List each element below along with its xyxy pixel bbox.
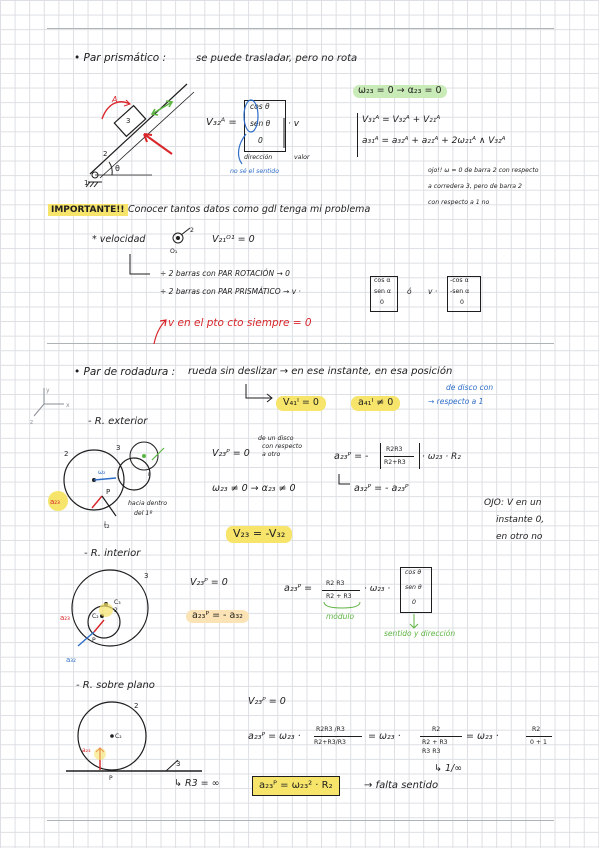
rule-rotation: ÷ 2 barras con PAR ROTACIÓN → 0 — [160, 269, 290, 278]
ext-a23-lhs: a₂₃ᴾ = - — [334, 451, 369, 462]
tangent-arrow — [102, 496, 116, 516]
heading-r-sobre-plano: - R. sobre plano — [76, 680, 155, 691]
rule-vec2-sen: -sen α — [450, 288, 470, 295]
int-frac-den: R2 + R3 — [326, 593, 352, 600]
sense-unknown-note: no sé el sentido — [230, 168, 279, 175]
prismatic-joint-figure — [82, 74, 212, 189]
ojo-note-3: con respecto a 1 no — [428, 199, 490, 206]
v23-minus-v32: V₂₃ = -V₃₂ — [226, 526, 292, 543]
v32-cos: cos θ — [250, 102, 270, 111]
plane-f2-line — [420, 736, 462, 737]
label-r: r — [148, 471, 151, 478]
hook-arrow — [126, 252, 156, 282]
omega-alpha-condition: ω₂₃ = 0 → α₂₃ = 0 — [353, 85, 447, 98]
hook-arrow-3 — [336, 472, 356, 492]
label-int-a32: a₃₂ — [66, 656, 76, 664]
int-vec-sen: sen θ — [405, 584, 422, 591]
plane-rolling-figure — [62, 698, 202, 788]
heading-par-rodadura: • Par de rodadura : — [74, 366, 176, 378]
center-highlight — [99, 603, 113, 617]
ojo-note-2: a corredera 3, pero de barra 2 — [428, 183, 522, 190]
ext-a23-rhs: · ω₂₃ · R₂ — [422, 452, 461, 462]
external-rolling-figure — [44, 436, 204, 536]
label-3: 3 — [126, 117, 131, 125]
plane-f1-num: R2R3 /R3 — [316, 726, 345, 733]
label-int-3: 3 — [144, 572, 149, 580]
v41-zero: V₄₁ᴵ = 0 — [276, 396, 326, 411]
o1-label: O₁ — [170, 248, 178, 255]
rule-vec1-sen: sen α — [374, 288, 391, 295]
ext-v23-note-1: de un disco — [258, 435, 294, 442]
ext-v23: V₂₃ᴾ = 0 — [212, 448, 250, 459]
axes-icon — [28, 386, 78, 426]
label-plane-c2: C₂ — [115, 733, 122, 740]
ext-frac-den: R2+R3 — [384, 459, 406, 466]
label-t2: t̂₂ — [104, 522, 110, 530]
int-a23: a₂₃ᴾ = - a₃₂ — [186, 610, 249, 623]
plane-eq2: = ω₂₃ · — [368, 731, 401, 742]
label-plane-3: 3 — [176, 760, 181, 768]
ext-frac-num: R2R3 — [386, 446, 403, 453]
label-1: 1 — [84, 179, 89, 187]
int-vec-cos: cos θ — [405, 569, 422, 576]
plane-center — [110, 734, 114, 738]
label-c2: C₂ — [92, 613, 99, 620]
ext-w23: ω₂₃ ≠ 0 → α₂₃ ≠ 0 — [212, 483, 296, 494]
label-c3: C₃ — [114, 599, 121, 606]
or-label: ó — [407, 287, 412, 296]
label-2: 2 — [103, 150, 108, 158]
value-note: valor — [294, 154, 310, 161]
int-mult: · ω₂₃ · — [364, 584, 391, 594]
section-divider — [47, 343, 554, 344]
disc-note: de disco con — [446, 383, 494, 392]
plane-inf-note: ↳ 1/∞ — [434, 763, 463, 774]
plane-highlight — [94, 748, 106, 760]
guide-bar — [90, 84, 187, 174]
plane-f2-den1: R2 + R3 — [422, 739, 448, 746]
axis-label-x: x — [66, 402, 70, 409]
plane-f2-den2: R3 R3 — [422, 748, 441, 755]
ojo-v-3: en otro no — [496, 532, 543, 542]
bottom-rule — [47, 820, 554, 821]
int-frac-line — [322, 590, 360, 591]
heading-r-interior: - R. interior — [84, 548, 141, 559]
important-text: Conocer tantos datos como gdl tenga mi problema — [128, 204, 371, 215]
ext-a32: a₃₂ᴾ = - a₂₃ᴾ — [354, 483, 409, 494]
label-plane-2: 2 — [134, 702, 139, 710]
towards-note-2: del 1º — [134, 510, 153, 517]
plane-f3-den: 0 + 1 — [530, 739, 547, 746]
important-tag: IMPORTANTE!! — [48, 204, 128, 216]
v32-mult: · v — [288, 119, 300, 129]
heading-r-exterior: - R. exterior — [88, 416, 148, 427]
sign-ellipse — [244, 100, 258, 132]
plane-eq-lhs: a₂₃ᴾ = ω₂₃ · — [248, 731, 301, 742]
ojo-v-2: instante 0, — [496, 515, 545, 525]
axis-label-y: y — [46, 387, 50, 394]
green-velocity-arrow — [152, 102, 172, 114]
int-v23: V₂₃ᴾ = 0 — [190, 577, 228, 588]
final-a23-box: a₂₃ᴾ = ω₂₃² · R₂ — [252, 776, 340, 796]
rule-vec1-zero: 0 — [380, 299, 384, 306]
heading-par-prismatico: • Par prismático : — [74, 52, 167, 64]
axis-z — [34, 404, 44, 416]
ext-v23-note-3: a otro — [262, 451, 281, 458]
label-a23: a₂₃ — [50, 498, 60, 506]
axis-label-z: z — [30, 419, 34, 426]
sign-circles — [228, 98, 288, 178]
label-A: A — [112, 95, 118, 104]
label-int-P: P — [92, 637, 96, 644]
r3-infinity: ↳ R3 = ∞ — [174, 778, 220, 789]
contact-point-note: v en el pto cto siempre = 0 — [168, 317, 312, 329]
pin-inner — [176, 236, 180, 240]
hook-line — [130, 254, 150, 274]
falta-sentido: → falta sentido — [364, 780, 439, 791]
label-P: P — [106, 488, 111, 496]
plane-eq3: = ω₂₃ · — [466, 731, 499, 742]
label-plane-P: P — [109, 775, 113, 782]
system-bar — [357, 113, 358, 157]
int-a23-lhs: a₂₃ᴾ = — [284, 583, 313, 594]
velocity-composition: V₃₁ᴬ = V₃₂ᴬ + V₂₁ᴬ — [362, 115, 441, 125]
plane-f2-num: R2 — [432, 726, 441, 733]
top-rule — [47, 28, 554, 29]
ext-v23-note-2: con respecto — [262, 443, 302, 450]
towards-note-1: hacia dentro — [128, 500, 168, 507]
green-center — [142, 454, 146, 458]
link-label-2: 2 — [190, 227, 194, 234]
acceleration-composition: a₃₁ᴬ = a₃₂ᴬ + a₂₁ᴬ + 2ω₂₁ᴬ ∧ V₃₂ᴬ — [362, 136, 506, 146]
prismatic-description: se puede trasladar, pero no rota — [196, 53, 358, 64]
label-plane-a23: a₂₃ — [82, 747, 91, 754]
v32-sen: sen θ — [250, 119, 271, 128]
respect-note: → respecto a 1 — [428, 397, 484, 406]
plane-f1-line — [314, 736, 362, 737]
red-accel-int — [94, 620, 104, 632]
label-int-a23: a₂₃ — [60, 614, 70, 622]
red-note-arrow — [150, 318, 170, 348]
v21-eq: V₂₁ᴼ¹ = 0 — [212, 234, 255, 245]
velocity-label: * velocidad — [92, 234, 146, 245]
v32-zero: 0 — [258, 136, 263, 145]
modulo-note: módulo — [326, 612, 355, 621]
blue-radius — [94, 478, 116, 480]
rule-vec2-cos: -cos α — [450, 277, 469, 284]
red-accel — [92, 496, 102, 508]
sentido-note: sentido y dirección — [384, 629, 456, 638]
ojo-v-1: OJO: V en un — [484, 498, 542, 508]
direction-note: dirección — [244, 154, 273, 161]
rolling-description: rueda sin deslizar → en ese instante, en esa posición — [188, 366, 453, 377]
rule-v-mult: v · — [428, 287, 438, 296]
label-theta: θ — [115, 164, 120, 173]
plane-f1-den: R2+R3/R3 — [314, 739, 346, 746]
red-force-arrow — [144, 134, 172, 154]
label-disc-3: 3 — [116, 444, 121, 452]
internal-rolling-figure — [58, 566, 168, 666]
plane-f3-line — [526, 736, 552, 737]
pin-link — [181, 228, 190, 235]
v32-lhs: V₃₂ᴬ = — [206, 117, 237, 128]
plane-f3-num: R2 — [532, 726, 541, 733]
int-frac-num: R2 R3 — [326, 580, 345, 587]
int-vec-zero: 0 — [412, 599, 416, 606]
rule-vec2-zero: 0 — [460, 299, 464, 306]
ojo-note-1: ojo!! ω = 0 de barra 2 con respecto — [428, 167, 539, 174]
plane-v23: V₂₃ᴾ = 0 — [248, 696, 286, 707]
label-int-2: 2 — [114, 607, 118, 614]
a41-nonzero: a₄₁ᴵ ≠ 0 — [351, 396, 400, 411]
rule-vec1-cos: cos α — [374, 277, 391, 284]
label-disc-2: 2 — [64, 450, 69, 458]
label-omega2: ω₂ — [98, 469, 106, 476]
rule-prismatic: ÷ 2 barras con PAR PRISMÁTICO → v · — [160, 287, 301, 296]
ext-frac-line — [384, 456, 414, 457]
